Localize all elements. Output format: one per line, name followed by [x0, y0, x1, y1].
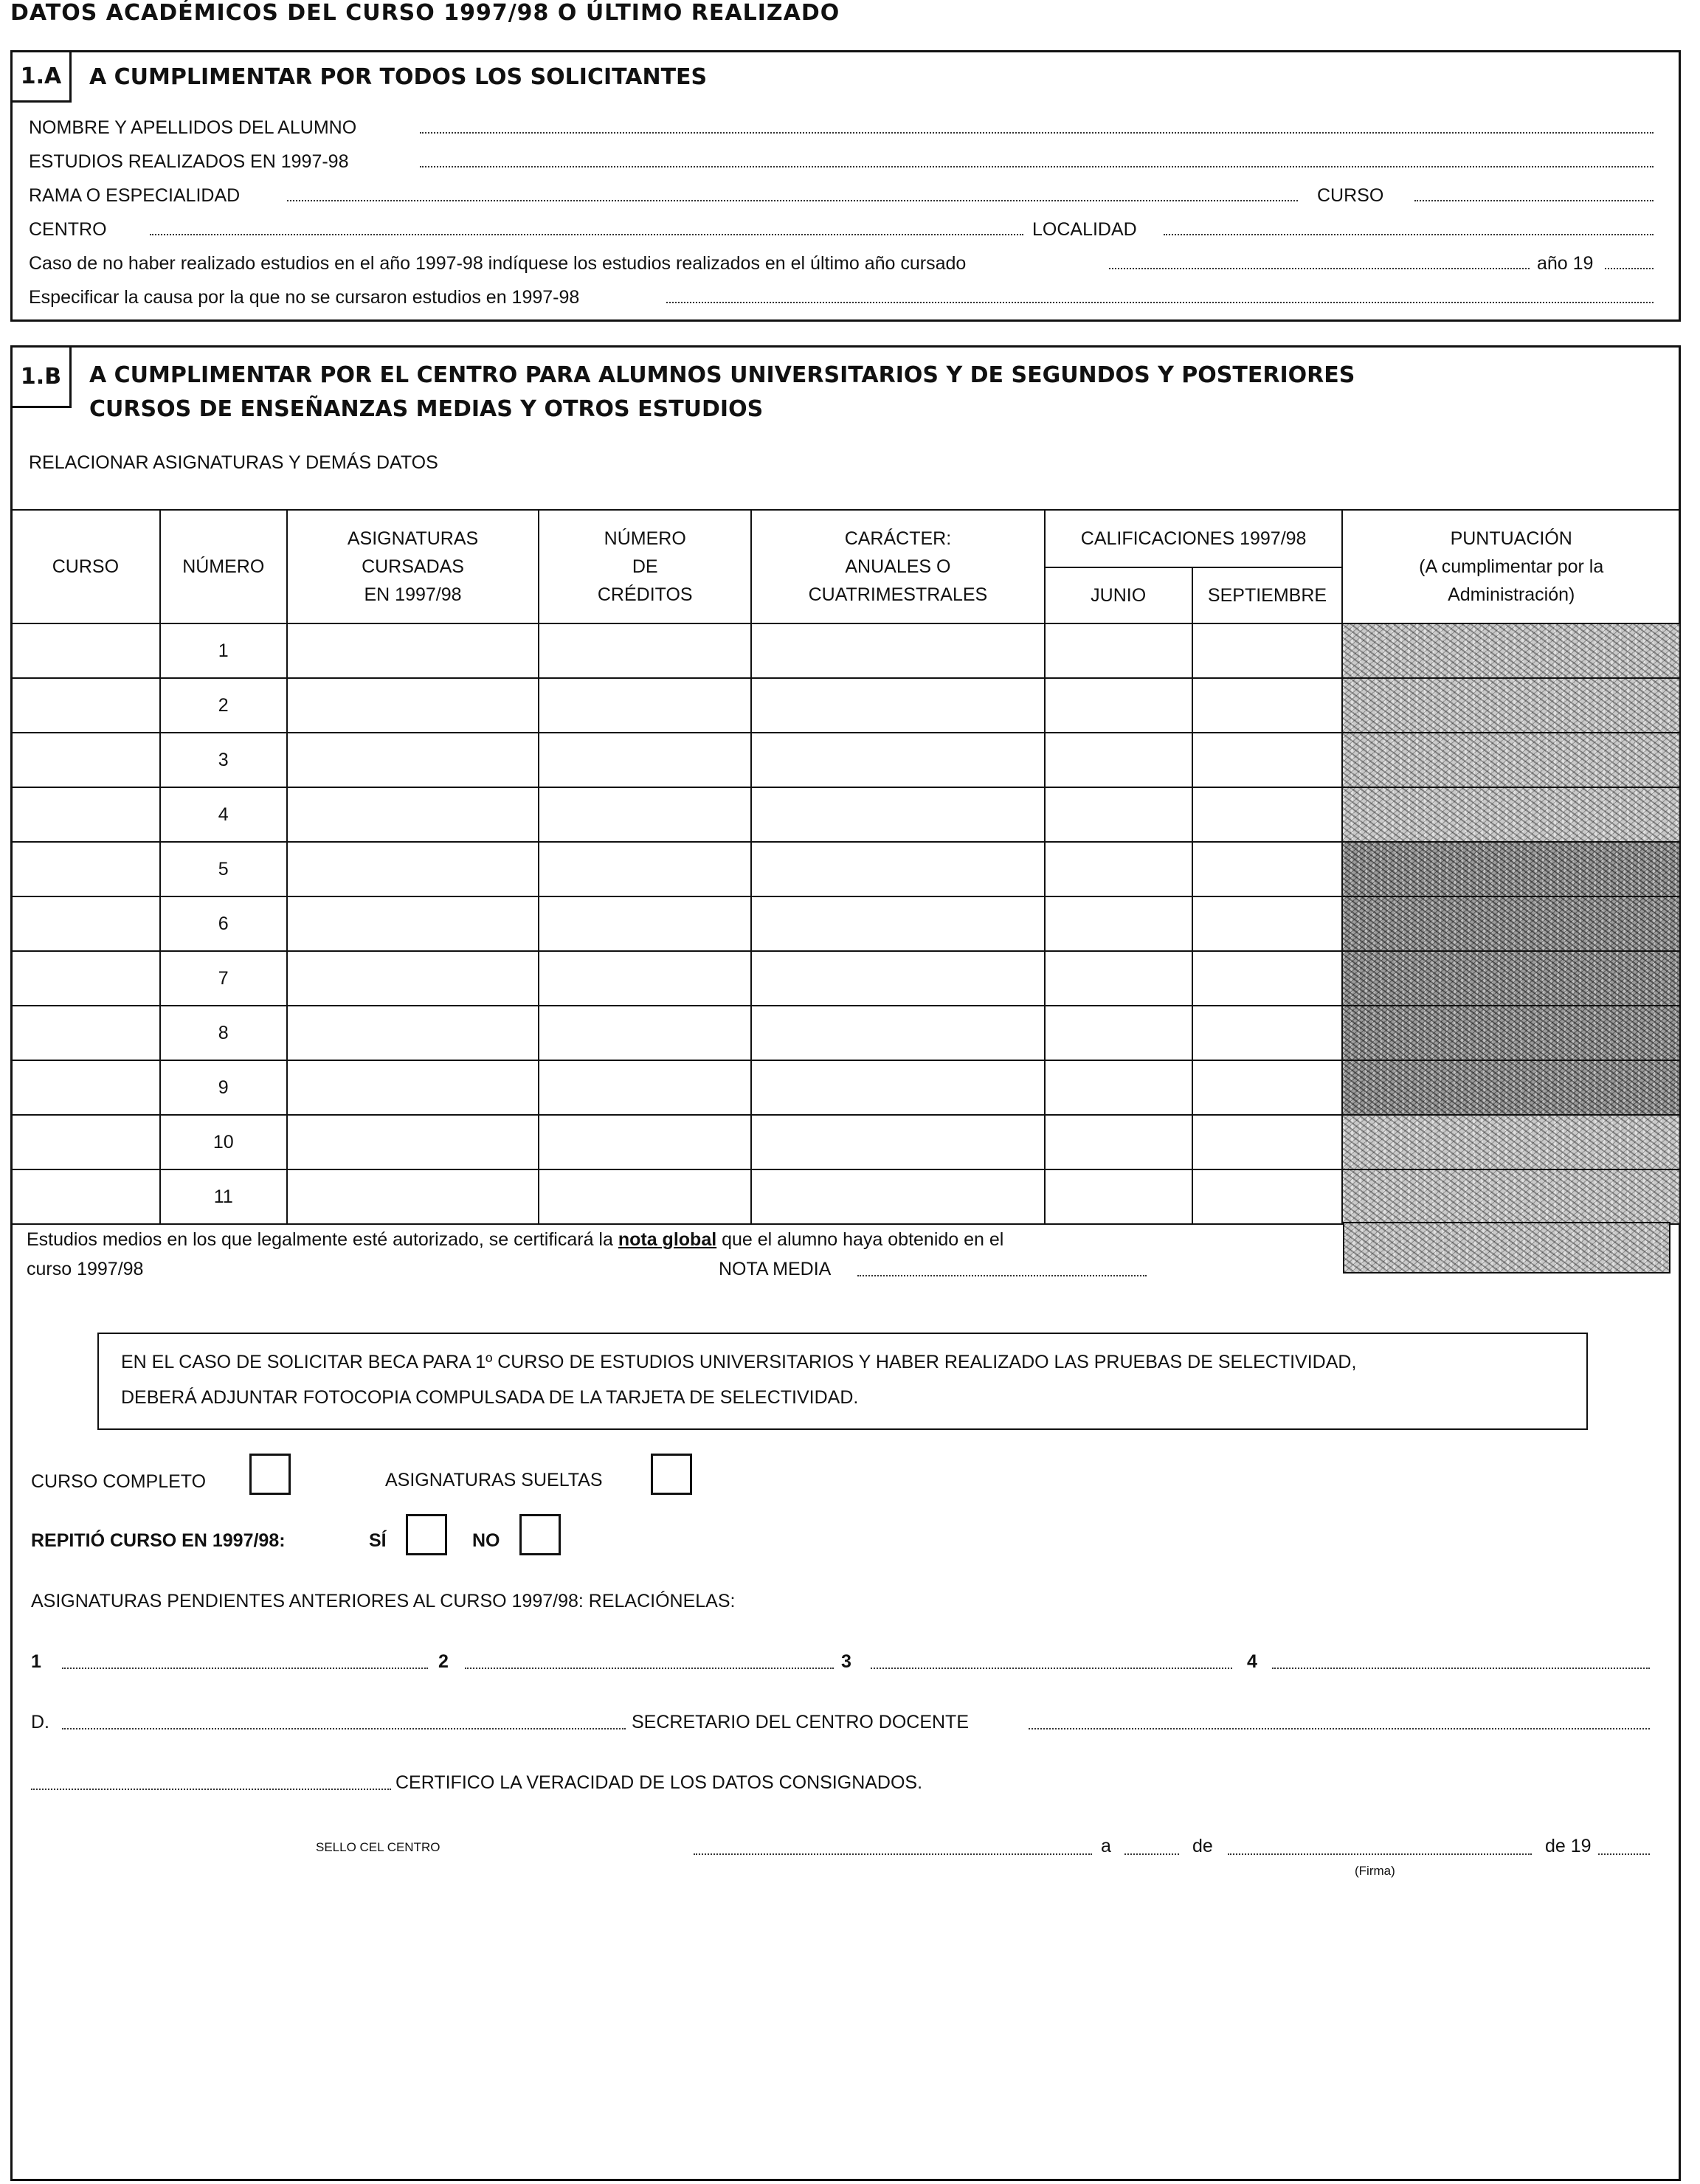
especificar-label: Especificar la causa por la que no se cursaron estudios en 1997-98	[29, 287, 580, 308]
asignaturas-sueltas-checkbox[interactable]	[651, 1454, 692, 1495]
curso-completo-label: CURSO COMPLETO	[31, 1471, 207, 1492]
a-label: a	[1101, 1836, 1111, 1856]
pendiente-2-label: 2	[438, 1651, 449, 1672]
estudios-label: ESTUDIOS REALIZADOS EN 1997-98	[29, 151, 349, 172]
pendiente-3-field[interactable]	[871, 1668, 1232, 1669]
cell-junio[interactable]	[1045, 1060, 1192, 1115]
cell-puntuacion	[1342, 842, 1680, 896]
cell-numero: 7	[160, 951, 287, 1006]
caso-label: Caso de no haber realizado estudios en el año 1997-98 indíquese los estudios realizados en el último año cursado	[29, 253, 967, 274]
anio-label: año 19	[1537, 253, 1594, 274]
cell-puntuacion	[1342, 1115, 1680, 1169]
cell-numero: 5	[160, 842, 287, 896]
pendiente-1-field[interactable]	[62, 1668, 428, 1669]
cell-puntuacion	[1342, 896, 1680, 951]
cell-creditos[interactable]	[539, 623, 751, 678]
section-1a-title: A CUMPLIMENTAR POR TODOS LOS SOLICITANTES	[89, 64, 708, 90]
secretario-label: SECRETARIO DEL CENTRO DOCENTE	[632, 1712, 969, 1732]
si-checkbox[interactable]	[406, 1514, 447, 1555]
cell-curso[interactable]	[11, 733, 160, 787]
col-creditos-header: NÚMERO DE CRÉDITOS	[539, 510, 751, 623]
cell-junio[interactable]	[1045, 1115, 1192, 1169]
cell-numero: 9	[160, 1060, 287, 1115]
cell-curso[interactable]	[11, 1115, 160, 1169]
d-name-field[interactable]	[62, 1728, 626, 1729]
cell-creditos[interactable]	[539, 1060, 751, 1115]
table-row	[11, 1006, 1680, 1060]
certifico-label: CERTIFICO LA VERACIDAD DE LOS DATOS CONSIGNADOS.	[395, 1772, 923, 1793]
col-curso-header: CURSO	[11, 510, 160, 623]
pendientes-label: ASIGNATURAS PENDIENTES ANTERIORES AL CURSO 1997/98: RELACIÓNELAS:	[31, 1591, 736, 1611]
cell-septiembre[interactable]	[1192, 623, 1343, 678]
cell-curso[interactable]	[11, 896, 160, 951]
notice-line2: DEBERÁ ADJUNTAR FOTOCOPIA COMPULSADA DE LA TARJETA DE SELECTIVIDAD.	[121, 1387, 859, 1408]
si-label: SÍ	[369, 1530, 387, 1551]
section-1b-tag: 1.B	[13, 348, 72, 408]
cell-caracter[interactable]	[751, 951, 1045, 1006]
cell-septiembre[interactable]	[1192, 733, 1343, 787]
cell-asignatura[interactable]	[287, 1169, 539, 1224]
dia-field[interactable]	[1124, 1853, 1179, 1855]
cell-numero: 3	[160, 733, 287, 787]
cell-numero: 6	[160, 896, 287, 951]
cell-septiembre[interactable]	[1192, 1115, 1343, 1169]
cell-caracter[interactable]	[751, 896, 1045, 951]
cell-septiembre[interactable]	[1192, 678, 1343, 733]
cell-creditos[interactable]	[539, 842, 751, 896]
nota-media-field[interactable]	[857, 1275, 1147, 1276]
no-label: NO	[472, 1530, 500, 1551]
especificar-field[interactable]	[666, 302, 1654, 303]
cell-numero: 2	[160, 678, 287, 733]
cell-creditos[interactable]	[539, 678, 751, 733]
caso-field[interactable]	[1109, 268, 1530, 269]
selectividad-notice	[97, 1333, 1588, 1430]
cell-asignatura[interactable]	[287, 951, 539, 1006]
table-row	[11, 896, 1680, 951]
col-puntuacion-header: PUNTUACIÓN (A cumplimentar por la Administración)	[1342, 510, 1680, 623]
cell-asignatura[interactable]	[287, 623, 539, 678]
cell-junio[interactable]	[1045, 787, 1192, 842]
cell-asignatura[interactable]	[287, 1060, 539, 1115]
centro-field[interactable]	[150, 234, 1023, 235]
cell-asignatura[interactable]	[287, 1115, 539, 1169]
anio-firma-field[interactable]	[1598, 1853, 1650, 1855]
cell-puntuacion	[1342, 623, 1680, 678]
cell-asignatura[interactable]	[287, 733, 539, 787]
localidad-label: LOCALIDAD	[1032, 219, 1137, 240]
notice-line1: EN EL CASO DE SOLICITAR BECA PARA 1º CURSO DE ESTUDIOS UNIVERSITARIOS Y HABER REALIZADO LAS PRUEBAS DE SELECTIVIDAD,	[121, 1352, 1357, 1372]
cell-numero: 8	[160, 1006, 287, 1060]
anio-field[interactable]	[1605, 268, 1654, 269]
cell-septiembre[interactable]	[1192, 951, 1343, 1006]
no-checkbox[interactable]	[519, 1514, 561, 1555]
cell-puntuacion	[1342, 787, 1680, 842]
nombre-field[interactable]	[420, 132, 1654, 134]
de-label: de	[1192, 1836, 1213, 1856]
cell-asignatura[interactable]	[287, 787, 539, 842]
cell-junio[interactable]	[1045, 951, 1192, 1006]
section-1b-title-line1: A CUMPLIMENTAR POR EL CENTRO PARA ALUMNOS UNIVERSITARIOS Y DE SEGUNDOS Y POSTERIORES	[89, 362, 1355, 388]
cell-creditos[interactable]	[539, 733, 751, 787]
cell-asignatura[interactable]	[287, 678, 539, 733]
col-numero-header: NÚMERO	[160, 510, 287, 623]
sello-label: SELLO CEL CENTRO	[316, 1840, 440, 1854]
table-row	[11, 1169, 1680, 1224]
pendiente-1-label: 1	[31, 1651, 41, 1672]
localidad-field[interactable]	[1164, 234, 1654, 235]
cell-caracter[interactable]	[751, 1169, 1045, 1224]
nota-text: Estudios medios en los que legalmente esté autorizado, se certificará la nota global que el alumno haya obtenido en el	[27, 1229, 1004, 1250]
cell-creditos[interactable]	[539, 787, 751, 842]
firma-label: (Firma)	[1355, 1864, 1395, 1878]
curso-completo-checkbox[interactable]	[249, 1454, 291, 1495]
cell-creditos[interactable]	[539, 1006, 751, 1060]
cell-creditos[interactable]	[539, 1169, 751, 1224]
cell-asignatura[interactable]	[287, 842, 539, 896]
table-row	[11, 733, 1680, 787]
cell-junio[interactable]	[1045, 1006, 1192, 1060]
cell-curso[interactable]	[11, 1060, 160, 1115]
cell-junio[interactable]	[1045, 842, 1192, 896]
table-row	[11, 623, 1680, 678]
cell-puntuacion	[1342, 733, 1680, 787]
cell-curso[interactable]	[11, 1006, 160, 1060]
estudios-field[interactable]	[420, 166, 1654, 167]
cell-puntuacion	[1342, 951, 1680, 1006]
cell-numero: 10	[160, 1115, 287, 1169]
pendiente-3-label: 3	[841, 1651, 851, 1672]
cell-puntuacion	[1342, 1006, 1680, 1060]
curso-field[interactable]	[1414, 200, 1654, 201]
asignaturas-sueltas-label: ASIGNATURAS SUELTAS	[385, 1470, 603, 1490]
rama-field[interactable]	[287, 200, 1298, 201]
cell-caracter[interactable]	[751, 1115, 1045, 1169]
cell-caracter[interactable]	[751, 787, 1045, 842]
cell-curso[interactable]	[11, 678, 160, 733]
table-row	[11, 951, 1680, 1006]
col-septiembre-header: SEPTIEMBRE	[1192, 567, 1343, 623]
section-1a-tag: 1.A	[13, 52, 72, 103]
cell-numero: 1	[160, 623, 287, 678]
cell-junio[interactable]	[1045, 623, 1192, 678]
relacionar-label: RELACIONAR ASIGNATURAS Y DEMÁS DATOS	[29, 452, 438, 473]
de19-label: de 19	[1545, 1836, 1592, 1856]
cell-creditos[interactable]	[539, 1115, 751, 1169]
cell-junio[interactable]	[1045, 896, 1192, 951]
cell-puntuacion	[1342, 678, 1680, 733]
col-calificaciones-header: CALIFICACIONES 1997/98	[1045, 510, 1343, 567]
section-1b-title-line2: CURSOS DE ENSEÑANZAS MEDIAS Y OTROS ESTUDIOS	[89, 396, 764, 422]
pendiente-4-label: 4	[1247, 1651, 1257, 1672]
nota-media-shaded-box	[1343, 1222, 1670, 1274]
cell-septiembre[interactable]	[1192, 1169, 1343, 1224]
cell-caracter[interactable]	[751, 1006, 1045, 1060]
cell-curso[interactable]	[11, 1169, 160, 1224]
cell-caracter[interactable]	[751, 678, 1045, 733]
cell-junio[interactable]	[1045, 1169, 1192, 1224]
cell-caracter[interactable]	[751, 733, 1045, 787]
table-row	[11, 842, 1680, 896]
cell-caracter[interactable]	[751, 1060, 1045, 1115]
secretario-field[interactable]	[1029, 1728, 1650, 1729]
cell-numero: 4	[160, 787, 287, 842]
rama-label: RAMA O ESPECIALIDAD	[29, 185, 241, 206]
table-row	[11, 787, 1680, 842]
cell-curso[interactable]	[11, 842, 160, 896]
cell-septiembre[interactable]	[1192, 896, 1343, 951]
table-row	[11, 1060, 1680, 1115]
d-label: D.	[31, 1712, 49, 1732]
cell-junio[interactable]	[1045, 733, 1192, 787]
section-1a	[10, 50, 1681, 322]
subjects-table	[10, 509, 1681, 1225]
certifico-field[interactable]	[31, 1789, 391, 1790]
nota-curso-label: curso 1997/98	[27, 1259, 144, 1279]
cell-caracter[interactable]	[751, 842, 1045, 896]
cell-puntuacion	[1342, 1060, 1680, 1115]
cell-septiembre[interactable]	[1192, 787, 1343, 842]
cell-curso[interactable]	[11, 623, 160, 678]
centro-label: CENTRO	[29, 219, 107, 240]
cell-curso[interactable]	[11, 787, 160, 842]
col-caracter-header: CARÁCTER: ANUALES O CUATRIMESTRALES	[751, 510, 1045, 623]
cell-curso[interactable]	[11, 951, 160, 1006]
cell-numero: 11	[160, 1169, 287, 1224]
cell-puntuacion	[1342, 1169, 1680, 1224]
cell-junio[interactable]	[1045, 678, 1192, 733]
cell-septiembre[interactable]	[1192, 842, 1343, 896]
cell-septiembre[interactable]	[1192, 1060, 1343, 1115]
lugar-field[interactable]	[694, 1853, 1092, 1855]
nota-media-label: NOTA MEDIA	[719, 1259, 832, 1279]
cell-creditos[interactable]	[539, 951, 751, 1006]
curso-label: CURSO	[1317, 185, 1384, 206]
form-title: DATOS ACADÉMICOS DEL CURSO 1997/98 O ÚLTIMO REALIZADO	[10, 0, 840, 26]
col-asignaturas-header: ASIGNATURAS CURSADAS EN 1997/98	[287, 510, 539, 623]
col-junio-header: JUNIO	[1045, 567, 1192, 623]
pendiente-2-field[interactable]	[465, 1668, 834, 1669]
cell-caracter[interactable]	[751, 623, 1045, 678]
table-row	[11, 678, 1680, 733]
repitio-label: REPITIÓ CURSO EN 1997/98:	[31, 1530, 286, 1551]
cell-asignatura[interactable]	[287, 1006, 539, 1060]
pendiente-4-field[interactable]	[1272, 1668, 1650, 1669]
table-row	[11, 1115, 1680, 1169]
cell-septiembre[interactable]	[1192, 1006, 1343, 1060]
cell-creditos[interactable]	[539, 896, 751, 951]
cell-asignatura[interactable]	[287, 896, 539, 951]
nombre-label: NOMBRE Y APELLIDOS DEL ALUMNO	[29, 117, 357, 138]
mes-field[interactable]	[1228, 1853, 1532, 1855]
